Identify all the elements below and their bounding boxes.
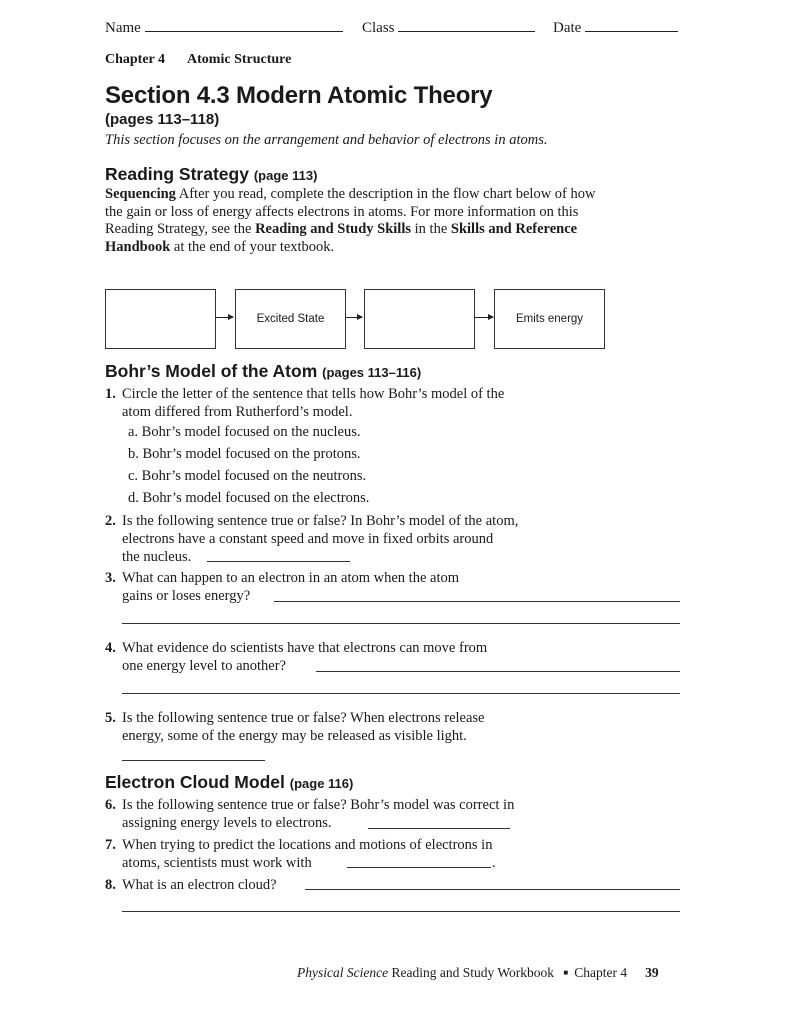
page-footer (297, 965, 659, 981)
answer-line-3a[interactable] (274, 601, 680, 602)
strategy-text-3: at the end of your textbook. (170, 238, 335, 255)
strategy-bold-2: Skills and Reference Handbook (105, 221, 578, 255)
footer-book-subtitle: Reading and Study Workbook (388, 965, 554, 980)
answer-line-4b[interactable] (122, 693, 680, 694)
question-8-line-1: What is an electron cloud? (122, 877, 277, 893)
section-intro: This section focuses on the arrangement and behavior of electrons in atoms. (105, 132, 548, 148)
question-6-number: 6. (105, 797, 116, 813)
question-7-number: 7. (105, 837, 116, 853)
page-number: 39 (645, 965, 659, 980)
question-5-number: 5. (105, 710, 116, 726)
question-7-line-1: When trying to predict the locations and motions of electrons in (122, 837, 493, 853)
section-title: Section 4.3 Modern Atomic Theory (105, 82, 493, 109)
strategy-text-1: After you read, complete the description in the flow chart below of how the gain or loss of energy affects electrons in atoms. For more information on this Reading Strategy, see the (105, 186, 596, 237)
reading-strategy-title: Reading Strategy (105, 164, 249, 184)
question-1-number: 1. (105, 386, 116, 402)
section-pages: (pages 113–118) (105, 111, 220, 128)
answer-line-8b[interactable] (122, 911, 680, 912)
footer-book-title: Physical Science (297, 965, 389, 980)
question-2-number: 2. (105, 513, 116, 529)
flow-box-4 (494, 289, 605, 349)
chapter-heading (105, 52, 291, 68)
question-1-line-1: Circle the letter of the sentence that tells how Bohr’s model of the (122, 386, 505, 402)
question-3-number: 3. (105, 570, 116, 586)
reading-strategy-pages: (page 113) (253, 168, 318, 183)
answer-blank-6[interactable] (368, 828, 510, 829)
cloud-pages: (page 116) (289, 776, 354, 791)
question-3-line-1: What can happen to an electron in an atom when the atom (122, 570, 459, 586)
date-field[interactable] (553, 17, 678, 37)
strategy-text-2: in the (411, 221, 451, 237)
class-blank[interactable] (398, 17, 535, 32)
question-6-line-2: assigning energy levels to electrons. (122, 815, 332, 831)
question-5-line-1: Is the following sentence true or false? When electrons release (122, 710, 485, 726)
flow-arrow-1 (215, 317, 233, 318)
date-blank[interactable] (585, 17, 678, 32)
option-d[interactable]: d. Bohr’s model focused on the electrons. (128, 490, 370, 506)
answer-blank-5[interactable] (122, 760, 265, 761)
footer-bullet: ■ (563, 968, 569, 977)
flow-box-1[interactable] (105, 289, 216, 349)
chapter-number: Chapter 4 (105, 52, 166, 67)
name-label: Name (105, 20, 141, 36)
date-label: Date (553, 20, 582, 36)
strategy-lead: Sequencing (105, 186, 176, 202)
flow-arrow-3 (474, 317, 493, 318)
question-4-line-2: one energy level to another? (122, 658, 286, 674)
question-4-line-1: What evidence do scientists have that electrons can move from (122, 640, 488, 656)
question-1-line-2: atom differed from Rutherford’s model. (122, 404, 353, 420)
question-2-line-3: the nucleus. (122, 549, 192, 565)
question-7-period: . (492, 855, 496, 871)
class-field[interactable] (362, 17, 535, 37)
strategy-bold-1: Reading and Study Skills (255, 221, 412, 237)
question-4-number: 4. (105, 640, 116, 656)
question-7-line-2: atoms, scientists must work with (122, 855, 312, 871)
question-8-number: 8. (105, 877, 116, 893)
reading-strategy-heading (105, 164, 317, 185)
name-blank[interactable] (145, 17, 343, 32)
question-5-line-2: energy, some of the energy may be released as visible light. (122, 728, 467, 744)
question-2-line-2: electrons have a constant speed and move in fixed orbits around (122, 531, 494, 547)
answer-blank-7[interactable] (347, 867, 491, 868)
question-2-line-1: Is the following sentence true or false? In Bohr’s model of the atom, (122, 513, 519, 529)
option-c[interactable]: c. Bohr’s model focused on the neutrons. (128, 468, 367, 484)
cloud-title: Electron Cloud Model (105, 772, 285, 792)
question-6-line-1: Is the following sentence true or false? Bohr’s model was correct in (122, 797, 515, 813)
bohr-title: Bohr’s Model of the Atom (105, 361, 318, 381)
option-b[interactable]: b. Bohr’s model focused on the protons. (128, 446, 361, 462)
answer-line-4a[interactable] (316, 671, 680, 672)
answer-line-3b[interactable] (122, 623, 680, 624)
reading-strategy-text (105, 186, 605, 256)
question-3-line-2: gains or loses energy? (122, 588, 251, 604)
flow-box-2-label: Excited State (256, 313, 325, 325)
bohr-pages: (pages 113–116) (322, 365, 422, 380)
flow-box-2 (235, 289, 346, 349)
name-field[interactable] (105, 17, 343, 37)
flow-box-3[interactable] (364, 289, 475, 349)
answer-line-8a[interactable] (305, 889, 680, 890)
cloud-heading (105, 772, 353, 793)
answer-blank-2[interactable] (207, 561, 350, 562)
class-label: Class (362, 20, 395, 36)
footer-chapter: Chapter 4 (574, 965, 628, 980)
bohr-heading (105, 361, 421, 382)
chapter-title: Atomic Structure (187, 52, 292, 67)
flow-box-4-label: Emits energy (515, 313, 584, 325)
option-a[interactable]: a. Bohr’s model focused on the nucleus. (128, 424, 361, 440)
flow-arrow-2 (345, 317, 362, 318)
